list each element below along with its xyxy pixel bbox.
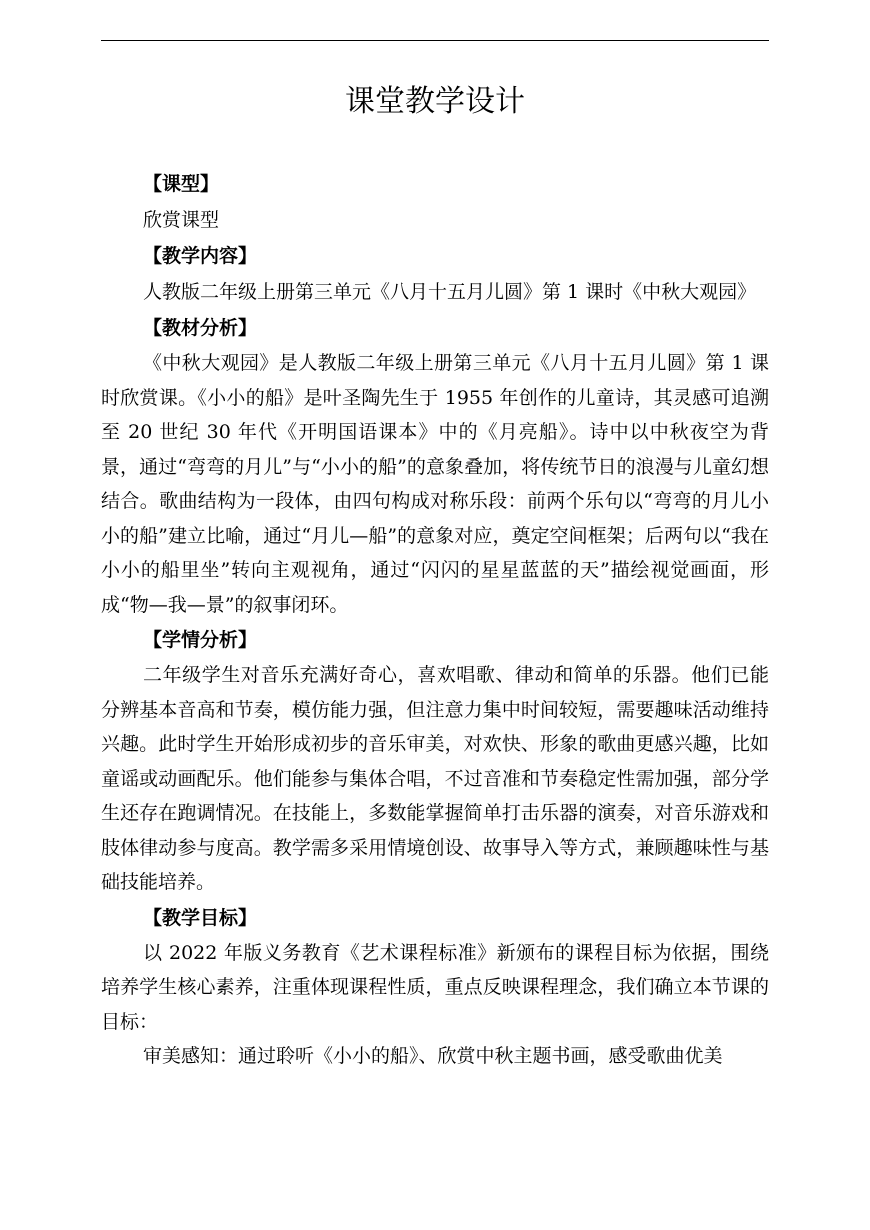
textbook-analysis-paragraph: 《中秋大观园》是人教版二年级上册第三单元《八月十五月儿圆》第 1 课时欣赏课。《小小的船》是叶圣陶先生于 1955 年创作的儿童诗，其灵感可追溯至 20 世纪 30 年代《开明国语课本》中的《月亮船》。诗中以中秋夜空为背景，通过“弯弯的月儿”与“小小的船”的意象叠加，将传统节日的浪漫与儿童幻想结合。歌曲结构为一段体，由四句构成对称乐段：前两个乐句以“弯弯的月儿小小的船”建立比喻，通过“月儿—船”的意象对应，奠定空间框架；后两句以“我在小小的船里坐”转向主观视角，通过“闪闪的星星蓝蓝的天”描绘视觉画面，形成“物—我—景”的叙事闭环。 [101, 352, 769, 616]
page-title: 课堂教学设计 [345, 84, 525, 119]
section-heading-student-analysis: 【学情分析】 [143, 629, 258, 651]
teaching-goals-paragraph: 以 2022 年版义务教育《艺术课程标准》新颁布的课程目标为依据，围绕培养学生核心素养，注重体现课程性质，重点反映课程理念，我们确立本节课的目标： [101, 941, 769, 1033]
section-heading-lesson-type: 【课型】 [143, 173, 220, 195]
student-analysis-paragraph: 二年级学生对音乐充满好奇心，喜欢唱歌、律动和简单的乐器。他们已能分辨基本音高和节奏，模仿能力强，但注意力集中时间较短，需要趣味活动维持兴趣。此时学生开始形成初步的音乐审美，对欢快、形象的歌曲更感兴趣，比如童谣或动画配乐。他们能参与集体合唱，不过音准和节奏稳定性需加强，部分学生还存在跑调情况。在技能上，多数能掌握简单打击乐器的演奏，对音乐游戏和肢体律动参与度高。教学需多采用情境创设、故事导入等方式，兼顾趣味性与基础技能培养。 [101, 664, 769, 893]
section-heading-textbook-analysis: 【教材分析】 [143, 317, 258, 339]
header-rule [101, 40, 769, 41]
section-heading-teaching-content: 【教学内容】 [143, 245, 258, 267]
teaching-content-text: 人教版二年级上册第三单元《八月十五月儿圆》第 1 课时《中秋大观园》 [143, 281, 757, 303]
aesthetic-perception-paragraph: 审美感知：通过聆听《小小的船》、欣赏中秋主题书画，感受歌曲优美 [143, 1045, 723, 1067]
lesson-type-text: 欣赏课型 [143, 209, 220, 231]
document-body [101, 166, 773, 1074]
section-heading-teaching-goals: 【教学目标】 [143, 906, 258, 929]
